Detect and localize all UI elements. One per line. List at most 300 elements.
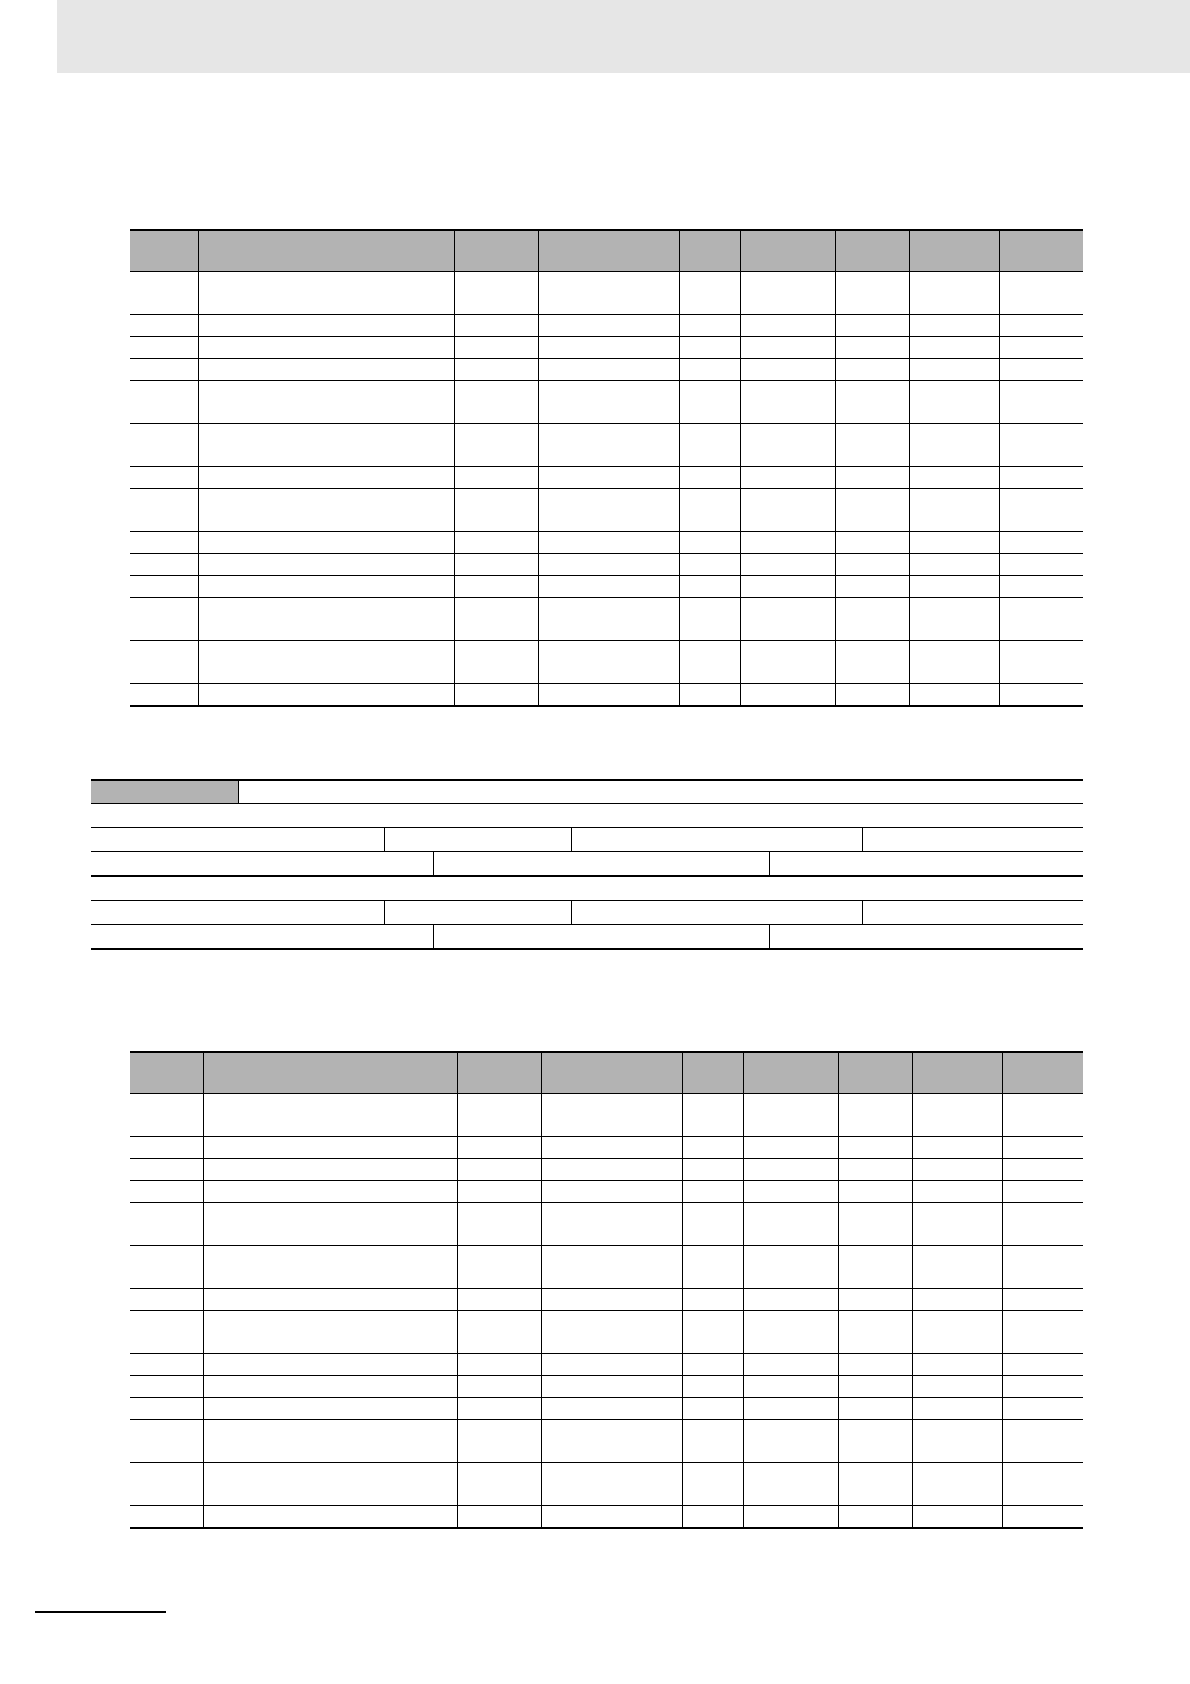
info-cell	[384, 901, 571, 924]
info-row-three-col	[91, 852, 1083, 877]
info-cell	[769, 925, 1083, 948]
table-cell	[538, 359, 679, 381]
table-row	[130, 1398, 1083, 1420]
table-cell	[912, 1159, 1002, 1181]
table-cell	[541, 1463, 682, 1506]
table-cell	[679, 381, 740, 424]
table-row	[130, 1463, 1083, 1506]
table-cell	[1002, 1137, 1083, 1159]
table-cell	[203, 1137, 457, 1159]
table-cell	[130, 1311, 203, 1354]
table-cell	[454, 424, 538, 467]
table-cell	[130, 1289, 203, 1311]
table-cell	[203, 1246, 457, 1289]
header-cell	[1002, 1052, 1083, 1094]
table-cell	[740, 467, 835, 489]
table-cell	[541, 1398, 682, 1420]
table-cell	[743, 1289, 838, 1311]
table-body	[130, 272, 1083, 707]
table-row	[130, 1311, 1083, 1354]
table-cell	[838, 1181, 912, 1203]
table-row	[130, 554, 1083, 576]
table-cell	[198, 272, 454, 315]
table-cell	[541, 1354, 682, 1376]
table-cell	[198, 337, 454, 359]
table-cell	[740, 337, 835, 359]
table-cell	[682, 1376, 743, 1398]
table-cell	[743, 1203, 838, 1246]
table-row	[130, 1181, 1083, 1203]
table-cell	[538, 337, 679, 359]
table-cell	[130, 1398, 203, 1420]
table-cell	[1002, 1311, 1083, 1354]
info-cell	[91, 852, 433, 875]
table-cell	[130, 1354, 203, 1376]
table-cell	[682, 1463, 743, 1506]
header-cell	[198, 230, 454, 272]
table-cell	[740, 272, 835, 315]
table-cell	[835, 598, 909, 641]
info-header-row	[91, 779, 1083, 804]
table-cell	[909, 489, 999, 532]
header-cell	[679, 230, 740, 272]
table-cell	[909, 315, 999, 337]
table-cell	[909, 381, 999, 424]
header-cell	[538, 230, 679, 272]
table-cell	[743, 1506, 838, 1529]
table-cell	[457, 1506, 541, 1529]
table-cell	[457, 1246, 541, 1289]
table-cell	[743, 1159, 838, 1181]
table-cell	[1002, 1463, 1083, 1506]
table-cell	[457, 1311, 541, 1354]
table-row	[130, 1376, 1083, 1398]
table-cell	[130, 1137, 203, 1159]
table-cell	[1002, 1506, 1083, 1529]
table-row	[130, 1420, 1083, 1463]
table-cell	[538, 641, 679, 684]
table-cell	[1002, 1398, 1083, 1420]
table-row	[130, 1159, 1083, 1181]
table-cell	[838, 1246, 912, 1289]
table-cell	[682, 1181, 743, 1203]
table-cell	[912, 1181, 1002, 1203]
info-cell	[433, 852, 769, 875]
table-cell	[835, 684, 909, 707]
table-cell	[454, 554, 538, 576]
table-row	[130, 359, 1083, 381]
table-cell	[740, 532, 835, 554]
header-cell	[743, 1052, 838, 1094]
page-header-band	[57, 0, 1190, 73]
table-cell	[835, 359, 909, 381]
table-cell	[909, 641, 999, 684]
table-cell	[130, 1203, 203, 1246]
table-cell	[203, 1159, 457, 1181]
table-cell	[130, 1376, 203, 1398]
table-cell	[538, 272, 679, 315]
table-cell	[457, 1181, 541, 1203]
table-cell	[457, 1463, 541, 1506]
table-cell	[457, 1203, 541, 1246]
info-cell	[91, 901, 384, 924]
table-cell	[838, 1137, 912, 1159]
info-cell	[384, 828, 571, 851]
table-cell	[1002, 1376, 1083, 1398]
table-cell	[740, 554, 835, 576]
table-cell	[1002, 1420, 1083, 1463]
table-cell	[909, 598, 999, 641]
table-cell	[912, 1311, 1002, 1354]
info-label	[91, 781, 239, 803]
table-cell	[541, 1289, 682, 1311]
table-cell	[838, 1289, 912, 1311]
table-cell	[912, 1137, 1002, 1159]
table-cell	[835, 554, 909, 576]
table-cell	[130, 598, 198, 641]
table-cell	[198, 684, 454, 707]
table-cell	[541, 1311, 682, 1354]
table-cell	[909, 424, 999, 467]
table-cell	[198, 359, 454, 381]
header-cell	[835, 230, 909, 272]
info-row-four-col	[91, 828, 1083, 852]
table-cell	[835, 489, 909, 532]
table-cell	[909, 554, 999, 576]
info-cell	[862, 901, 1083, 924]
table-cell	[541, 1203, 682, 1246]
table-cell	[1002, 1159, 1083, 1181]
table-cell	[457, 1137, 541, 1159]
table-cell	[130, 576, 198, 598]
table-cell	[679, 641, 740, 684]
info-spacer-row	[91, 804, 1083, 828]
info-spacer-row	[91, 877, 1083, 901]
parameter-table-1	[130, 229, 1083, 707]
table-row	[130, 598, 1083, 641]
table-cell	[912, 1289, 1002, 1311]
table-cell	[538, 576, 679, 598]
table-cell	[835, 424, 909, 467]
table-cell	[130, 337, 198, 359]
table-cell	[454, 359, 538, 381]
header-cell	[999, 230, 1083, 272]
table-cell	[130, 1094, 203, 1137]
table-cell	[130, 684, 198, 707]
table-cell	[541, 1094, 682, 1137]
table-cell	[682, 1203, 743, 1246]
table-cell	[457, 1094, 541, 1137]
info-cell	[433, 925, 769, 948]
table-row	[130, 1203, 1083, 1246]
table-cell	[130, 315, 198, 337]
table-row	[130, 1094, 1083, 1137]
table-cell	[743, 1181, 838, 1203]
table-cell	[682, 1137, 743, 1159]
table-cell	[454, 598, 538, 641]
table-cell	[682, 1354, 743, 1376]
table-cell	[1002, 1246, 1083, 1289]
info-cell	[571, 828, 862, 851]
table-cell	[740, 641, 835, 684]
table-cell	[999, 554, 1083, 576]
table-cell	[538, 424, 679, 467]
table-cell	[999, 532, 1083, 554]
table-cell	[679, 598, 740, 641]
table-cell	[999, 576, 1083, 598]
table-cell	[457, 1159, 541, 1181]
table-cell	[1002, 1289, 1083, 1311]
table-cell	[999, 272, 1083, 315]
header-cell	[454, 230, 538, 272]
table-cell	[743, 1463, 838, 1506]
table-cell	[541, 1246, 682, 1289]
table-cell	[682, 1420, 743, 1463]
table-row	[130, 1246, 1083, 1289]
table-cell	[454, 467, 538, 489]
table-row	[130, 532, 1083, 554]
header-cell	[838, 1052, 912, 1094]
table-cell	[130, 381, 198, 424]
table-cell	[454, 315, 538, 337]
table-cell	[198, 315, 454, 337]
table-cell	[454, 337, 538, 359]
table-cell	[838, 1398, 912, 1420]
table-row	[130, 337, 1083, 359]
header-cell	[912, 1052, 1002, 1094]
info-cell	[769, 852, 1083, 875]
table-cell	[679, 489, 740, 532]
table-cell	[203, 1420, 457, 1463]
table-cell	[130, 554, 198, 576]
table-cell	[682, 1159, 743, 1181]
table-row	[130, 1137, 1083, 1159]
table-cell	[203, 1354, 457, 1376]
table-cell	[679, 359, 740, 381]
table-cell	[538, 489, 679, 532]
table-cell	[835, 337, 909, 359]
table-cell	[838, 1311, 912, 1354]
table-cell	[909, 532, 999, 554]
table-cell	[912, 1094, 1002, 1137]
table-cell	[130, 424, 198, 467]
table-cell	[538, 467, 679, 489]
table-cell	[740, 424, 835, 467]
table-cell	[679, 576, 740, 598]
table-cell	[999, 359, 1083, 381]
table-cell	[838, 1354, 912, 1376]
table-cell	[912, 1376, 1002, 1398]
table-row	[130, 641, 1083, 684]
table-cell	[740, 359, 835, 381]
table-row	[130, 315, 1083, 337]
table-cell	[454, 381, 538, 424]
table-cell	[679, 554, 740, 576]
table-cell	[835, 641, 909, 684]
table-cell	[743, 1137, 838, 1159]
table-cell	[743, 1420, 838, 1463]
table-cell	[999, 467, 1083, 489]
header-cell	[541, 1052, 682, 1094]
info-row-three-col	[91, 925, 1083, 950]
table-cell	[740, 381, 835, 424]
table-cell	[538, 598, 679, 641]
table-cell	[743, 1311, 838, 1354]
table-cell	[740, 598, 835, 641]
table-cell	[1002, 1354, 1083, 1376]
table-cell	[198, 532, 454, 554]
table-cell	[909, 272, 999, 315]
table-cell	[912, 1420, 1002, 1463]
table-cell	[130, 641, 198, 684]
table-cell	[838, 1420, 912, 1463]
table-row	[130, 684, 1083, 707]
table-cell	[835, 315, 909, 337]
header-cell	[457, 1052, 541, 1094]
table-cell	[541, 1159, 682, 1181]
table-cell	[679, 337, 740, 359]
table-cell	[999, 381, 1083, 424]
table-cell	[541, 1420, 682, 1463]
header-cell	[203, 1052, 457, 1094]
table-cell	[130, 1159, 203, 1181]
table-cell	[838, 1159, 912, 1181]
table-cell	[457, 1398, 541, 1420]
table-row	[130, 489, 1083, 532]
table-cell	[198, 598, 454, 641]
table-cell	[743, 1094, 838, 1137]
table-cell	[999, 489, 1083, 532]
table-cell	[682, 1311, 743, 1354]
table-cell	[835, 576, 909, 598]
table-cell	[999, 641, 1083, 684]
table-cell	[538, 554, 679, 576]
header-cell	[909, 230, 999, 272]
table-cell	[909, 684, 999, 707]
table-cell	[999, 337, 1083, 359]
table-cell	[541, 1506, 682, 1529]
table-body	[130, 1094, 1083, 1529]
table-cell	[679, 684, 740, 707]
table-cell	[838, 1506, 912, 1529]
table-cell	[1002, 1203, 1083, 1246]
table-cell	[538, 684, 679, 707]
table-cell	[682, 1289, 743, 1311]
table-cell	[909, 467, 999, 489]
table-cell	[541, 1137, 682, 1159]
table-cell	[679, 467, 740, 489]
info-cell	[571, 901, 862, 924]
table-cell	[743, 1246, 838, 1289]
table-cell	[198, 576, 454, 598]
table-cell	[203, 1289, 457, 1311]
table-cell	[130, 272, 198, 315]
table-cell	[835, 532, 909, 554]
table-cell	[740, 315, 835, 337]
table-row	[130, 381, 1083, 424]
table-cell	[454, 272, 538, 315]
info-cell	[91, 828, 384, 851]
footer-rule	[35, 1611, 166, 1613]
table-cell	[912, 1203, 1002, 1246]
table-cell	[130, 1246, 203, 1289]
info-cell	[862, 828, 1083, 851]
table-cell	[538, 532, 679, 554]
table-row	[130, 467, 1083, 489]
table-cell	[203, 1463, 457, 1506]
header-cell	[130, 230, 198, 272]
table-cell	[198, 381, 454, 424]
table-cell	[198, 641, 454, 684]
table-cell	[909, 576, 999, 598]
table-cell	[679, 272, 740, 315]
table-cell	[743, 1398, 838, 1420]
table-cell	[457, 1420, 541, 1463]
table-cell	[679, 315, 740, 337]
table-cell	[912, 1506, 1002, 1529]
table-cell	[999, 684, 1083, 707]
header-cell	[130, 1052, 203, 1094]
table-cell	[454, 684, 538, 707]
table-row	[130, 272, 1083, 315]
table-cell	[838, 1203, 912, 1246]
table-cell	[538, 315, 679, 337]
table-cell	[682, 1398, 743, 1420]
table-cell	[203, 1181, 457, 1203]
table-cell	[130, 1420, 203, 1463]
table-cell	[679, 532, 740, 554]
parameter-table-2	[130, 1051, 1083, 1529]
table-cell	[203, 1094, 457, 1137]
table-cell	[682, 1506, 743, 1529]
table-cell	[538, 381, 679, 424]
table-cell	[130, 1181, 203, 1203]
table-cell	[454, 489, 538, 532]
table-cell	[457, 1376, 541, 1398]
table-cell	[198, 467, 454, 489]
table-cell	[130, 489, 198, 532]
table-cell	[1002, 1181, 1083, 1203]
table-cell	[203, 1203, 457, 1246]
table-cell	[740, 684, 835, 707]
table-cell	[838, 1094, 912, 1137]
header-cell	[682, 1052, 743, 1094]
table-cell	[743, 1376, 838, 1398]
table-cell	[835, 467, 909, 489]
table-cell	[679, 424, 740, 467]
table-cell	[999, 424, 1083, 467]
table-row	[130, 1506, 1083, 1529]
table-cell	[454, 641, 538, 684]
table-cell	[130, 467, 198, 489]
table-cell	[912, 1463, 1002, 1506]
table-cell	[682, 1246, 743, 1289]
table-cell	[541, 1181, 682, 1203]
table-cell	[682, 1094, 743, 1137]
table-cell	[835, 272, 909, 315]
table-row	[130, 424, 1083, 467]
table-cell	[130, 359, 198, 381]
info-row-four-col	[91, 901, 1083, 925]
table-cell	[912, 1354, 1002, 1376]
table-cell	[457, 1289, 541, 1311]
table-cell	[198, 554, 454, 576]
table-cell	[203, 1506, 457, 1529]
table-row	[130, 1354, 1083, 1376]
table-cell	[909, 337, 999, 359]
table-cell	[130, 532, 198, 554]
table-cell	[541, 1376, 682, 1398]
